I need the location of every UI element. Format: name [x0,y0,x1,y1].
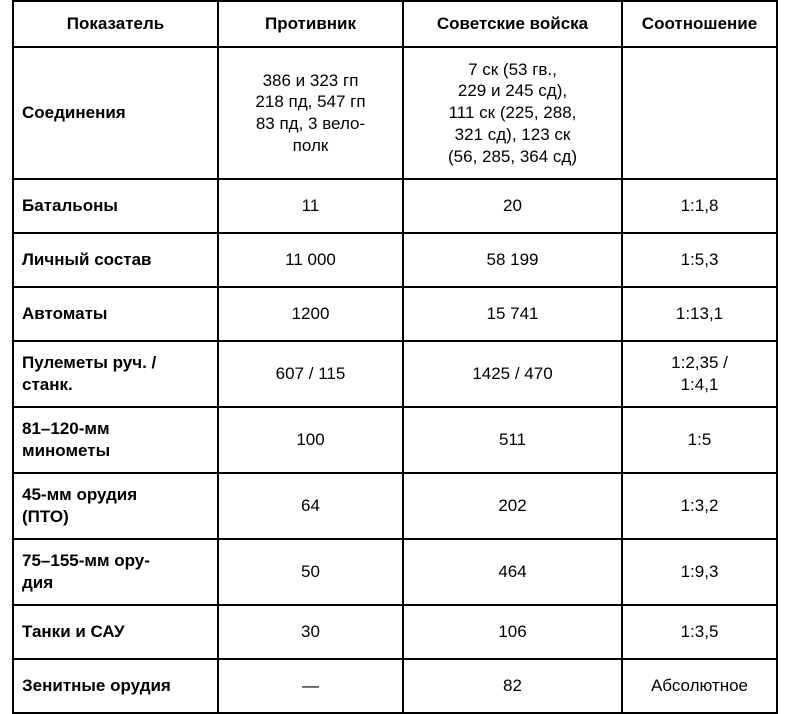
cell-ratio: 1:9,3 [622,539,777,605]
table-row [13,539,777,605]
comparison-table [12,0,778,714]
cell-ratio: 1:3,5 [622,605,777,659]
cell-soviet: 511 [403,407,622,473]
cell-ratio: 1:3,2 [622,473,777,539]
cell-ratio: 1:13,1 [622,287,777,341]
table-row [13,605,777,659]
table-row [13,233,777,287]
cell-soviet: 1425 / 470 [403,341,622,407]
table-row [13,341,777,407]
column-header-indicator: Показатель [13,1,218,47]
cell-enemy: — [218,659,403,713]
row-label: 45-мм орудия (ПТО) [13,473,218,539]
table-row [13,179,777,233]
row-label: Автоматы [13,287,218,341]
cell-enemy: 11 [218,179,403,233]
cell-enemy: 30 [218,605,403,659]
row-label: 75–155-мм ору- дия [13,539,218,605]
cell-ratio: 1:1,8 [622,179,777,233]
cell-ratio: 1:5,3 [622,233,777,287]
table-row [13,473,777,539]
cell-soviet: 58 199 [403,233,622,287]
row-label: Соединения [13,47,218,179]
column-header-soviet-forces: Советские войска [403,1,622,47]
cell-enemy: 64 [218,473,403,539]
table-row [13,287,777,341]
cell-soviet: 15 741 [403,287,622,341]
row-label: Батальоны [13,179,218,233]
cell-soviet: 82 [403,659,622,713]
cell-ratio: 1:5 [622,407,777,473]
cell-enemy: 1200 [218,287,403,341]
table-row [13,407,777,473]
cell-soviet: 202 [403,473,622,539]
cell-ratio: 1:2,35 / 1:4,1 [622,341,777,407]
cell-ratio [622,47,777,179]
table-row [13,47,777,179]
table-header [13,1,777,47]
cell-soviet: 464 [403,539,622,605]
cell-soviet: 106 [403,605,622,659]
table-body [13,47,777,713]
cell-soviet: 7 ск (53 гв., 229 и 245 сд), 111 ск (225, 288, 321 сд), 123 ск (56, 285, 364 сд) [403,47,622,179]
row-label: Зенитные орудия [13,659,218,713]
row-label: Личный состав [13,233,218,287]
cell-enemy: 386 и 323 гп 218 пд, 547 гп 83 пд, 3 вело- полк [218,47,403,179]
row-label: 81–120-мм минометы [13,407,218,473]
cell-enemy: 607 / 115 [218,341,403,407]
table-row [13,659,777,713]
table-header-row [13,1,777,47]
cell-enemy: 50 [218,539,403,605]
cell-enemy: 100 [218,407,403,473]
cell-enemy: 11 000 [218,233,403,287]
column-header-enemy: Противник [218,1,403,47]
cell-ratio: Абсолютное [622,659,777,713]
row-label: Танки и САУ [13,605,218,659]
row-label: Пулеметы руч. / станк. [13,341,218,407]
cell-soviet: 20 [403,179,622,233]
column-header-ratio: Соотношение [622,1,777,47]
